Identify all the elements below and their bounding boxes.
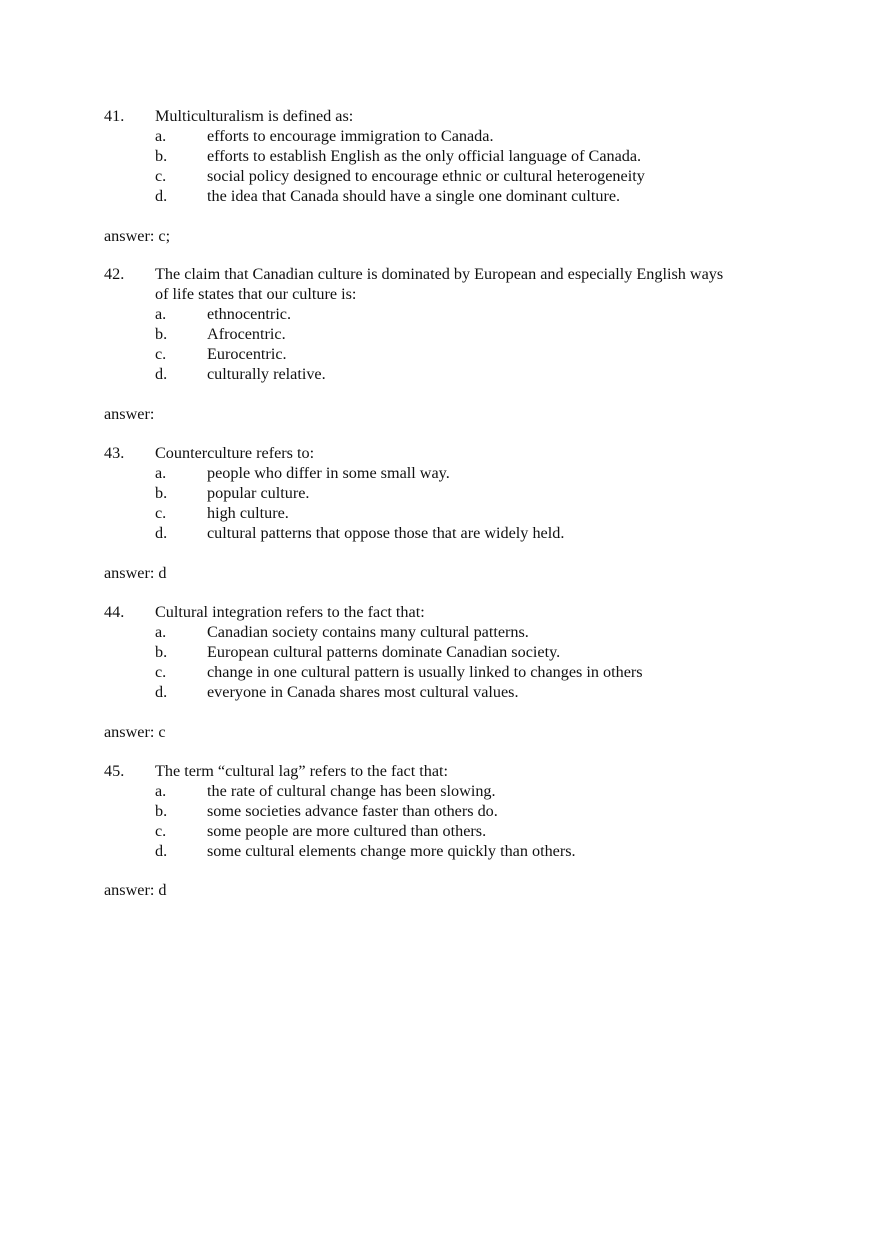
option-letter: a. — [155, 623, 167, 641]
option-text: some cultural elements change more quickly than others. — [207, 842, 576, 860]
option-letter: d. — [155, 365, 168, 383]
question-number: 43. — [104, 444, 125, 462]
question-42 — [104, 264, 784, 384]
question-number: 45. — [104, 762, 125, 780]
option-letter: d. — [155, 683, 168, 701]
option-text: the idea that Canada should have a single one dominant culture. — [207, 187, 621, 205]
option-text: change in one cultural pattern is usually linked to changes in others — [207, 663, 643, 681]
option-text: efforts to encourage immigration to Canada. — [207, 127, 494, 145]
answer-42: answer: — [104, 405, 155, 423]
option-c — [104, 662, 784, 682]
question-stem: The claim that Canadian culture is dominated by European and especially English ways — [155, 265, 724, 283]
option-b — [104, 642, 784, 662]
option-text: some people are more cultured than others. — [207, 822, 487, 840]
option-d — [104, 523, 784, 543]
question-stem-continued: of life states that our culture is: — [155, 285, 357, 303]
option-letter: d. — [155, 187, 168, 205]
option-text: Afrocentric. — [207, 325, 286, 343]
option-a — [104, 304, 784, 324]
answer-43: answer: d — [104, 564, 167, 582]
option-c — [104, 344, 784, 364]
option-text: some societies advance faster than others do. — [207, 802, 498, 820]
option-a — [104, 463, 784, 483]
option-text: Canadian society contains many cultural patterns. — [207, 623, 529, 641]
option-b — [104, 324, 784, 344]
option-d — [104, 364, 784, 384]
option-b — [104, 483, 784, 503]
option-c — [104, 166, 784, 186]
option-text: everyone in Canada shares most cultural values. — [207, 683, 519, 701]
option-letter: b. — [155, 802, 168, 820]
option-text: efforts to establish English as the only official language of Canada. — [207, 147, 642, 165]
option-letter: c. — [155, 822, 167, 840]
option-a — [104, 781, 784, 801]
option-d — [104, 186, 784, 206]
option-letter: b. — [155, 147, 168, 165]
answer-44: answer: c — [104, 723, 166, 741]
option-text: social policy designed to encourage ethnic or cultural heterogeneity — [207, 167, 645, 185]
question-stem: Counterculture refers to: — [155, 444, 315, 462]
option-letter: d. — [155, 842, 168, 860]
option-text: Eurocentric. — [207, 345, 287, 363]
option-letter: b. — [155, 325, 168, 343]
question-41 — [104, 106, 784, 206]
option-b — [104, 801, 784, 821]
option-letter: c. — [155, 663, 167, 681]
option-a — [104, 622, 784, 642]
question-44 — [104, 602, 784, 702]
option-letter: a. — [155, 127, 167, 145]
question-stem: Cultural integration refers to the fact that: — [155, 603, 425, 621]
option-d — [104, 841, 784, 861]
option-c — [104, 821, 784, 841]
option-text: people who differ in some small way. — [207, 464, 450, 482]
option-text: ethnocentric. — [207, 305, 292, 323]
option-letter: c. — [155, 504, 167, 522]
option-text: European cultural patterns dominate Canadian society. — [207, 643, 561, 661]
question-45 — [104, 761, 784, 861]
question-stem: The term “cultural lag” refers to the fact that: — [155, 762, 449, 780]
option-text: culturally relative. — [207, 365, 326, 383]
answer-41: answer: c; — [104, 227, 171, 245]
option-a — [104, 126, 784, 146]
answer-45: answer: d — [104, 881, 167, 899]
question-number: 41. — [104, 107, 125, 125]
option-letter: d. — [155, 524, 168, 542]
question-number: 42. — [104, 265, 125, 283]
option-text: the rate of cultural change has been slowing. — [207, 782, 496, 800]
option-letter: a. — [155, 305, 167, 323]
question-stem: Multiculturalism is defined as: — [155, 107, 354, 125]
option-text: cultural patterns that oppose those that are widely held. — [207, 524, 565, 542]
option-text: popular culture. — [207, 484, 310, 502]
option-letter: c. — [155, 167, 167, 185]
option-b — [104, 146, 784, 166]
option-d — [104, 682, 784, 702]
option-letter: a. — [155, 782, 167, 800]
option-letter: c. — [155, 345, 167, 363]
option-letter: b. — [155, 643, 168, 661]
question-number: 44. — [104, 603, 125, 621]
option-letter: a. — [155, 464, 167, 482]
option-c — [104, 503, 784, 523]
option-letter: b. — [155, 484, 168, 502]
option-text: high culture. — [207, 504, 289, 522]
question-43 — [104, 443, 784, 543]
